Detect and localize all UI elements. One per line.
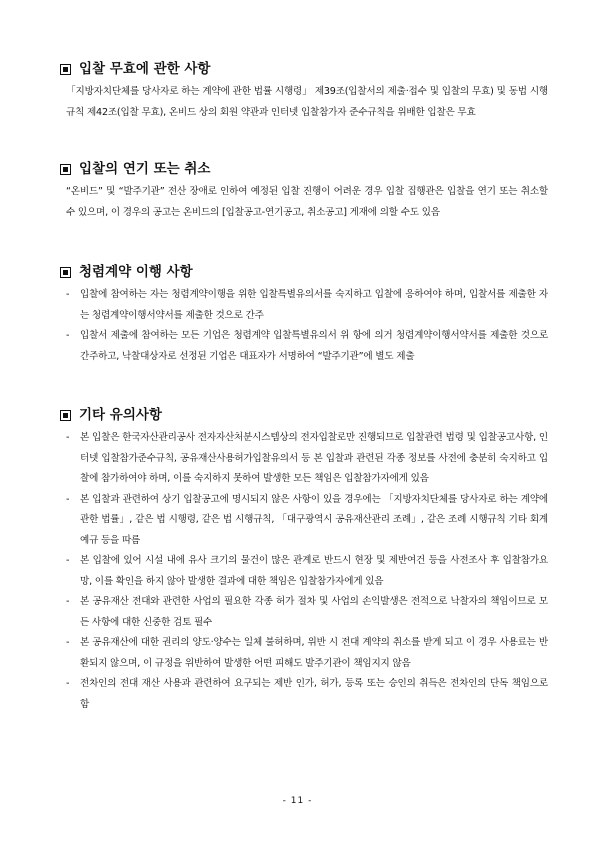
page-number: - 11 - xyxy=(282,796,313,806)
list-item xyxy=(58,326,548,367)
section-other-notes xyxy=(58,404,548,715)
section-postpone-cancel xyxy=(58,158,548,223)
section-title: 입찰 무효에 관한 사항 xyxy=(79,61,211,77)
dash-marker: - xyxy=(66,678,70,689)
section-heading xyxy=(58,58,548,80)
dash-marker: - xyxy=(66,330,70,341)
dash-marker: - xyxy=(66,493,70,505)
square-bullet-icon xyxy=(60,410,71,421)
section-heading xyxy=(58,404,548,426)
section-integrity-contract xyxy=(58,261,548,367)
list-item-text: 본 공유재산에 대한 권리의 양도·양수는 일체 불허하며, 위반 시 전대 계약의 취소를 받게 되고 이 경우 사용료는 반환되지 않으며, 이 규정을 위반하여 발생한 어떤 피해도 발주기관이 책임지지 않음 xyxy=(80,637,548,669)
list-item-text: 본 공유재산 전대와 관련한 사업의 필요한 각종 허가 절차 및 사업의 손익발생은 전적으로 낙찰자의 책임이므로 모든 사항에 대한 신중한 검토 필수 xyxy=(80,596,548,628)
dash-marker: - xyxy=(66,637,70,648)
list-item-text: 입찰에 참여하는 자는 청렴계약이행을 위한 입찰특별유의서를 숙지하고 입찰에 응하여야 하며, 입찰서를 제출한 자는 청렴계약이행서약서를 제출한 것으로 간주 xyxy=(80,289,548,321)
dash-marker: - xyxy=(66,596,70,607)
dash-marker: - xyxy=(66,432,70,443)
list-item xyxy=(58,592,548,633)
section-heading xyxy=(58,261,548,283)
section-paragraph: 「지방자치단체를 당사자로 하는 계약에 관한 법률 시행령」 제39조(입찰서의 제출·접수 및 입찰의 무효) 및 동법 시행규칙 제42조(입찰 무효), 온비드 상의 회원 약관과 인터넷 입찰참가자 준수규칙을 위배한 입찰은 무효 xyxy=(66,86,548,118)
list-item-text: 입찰서 제출에 참여하는 모든 기업은 청렴계약 입찰특별유의서 위 항에 의거 청렴계약이행서약서를 제출한 것으로 간주하고, 낙찰대상자로 선정된 기업은 대표자가 서명하여 “발주기관”에 별도 제출 xyxy=(80,330,548,362)
section-paragraph: “온비드” 및 “발주기관” 전산 장애로 인하여 예정된 입찰 진행이 어려운 경우 입찰 집행관은 입찰을 연기 또는 취소할 수 있으며, 이 경우의 공고는 온비드의 [입찰공고-연기공고, 취소공고] 게재에 의할 수도 있음 xyxy=(66,186,548,218)
list-item xyxy=(58,551,548,592)
list-item-text: 전차인의 전대 재산 사용과 관련하여 요구되는 제반 인가, 허가, 등록 또는 승인의 취득은 전차인의 단독 책임으로 함 xyxy=(80,678,548,710)
section-invalid-bid xyxy=(58,58,548,123)
section-title: 입찰의 연기 또는 취소 xyxy=(79,161,211,177)
list-item-text: 본 입찰과 관련하여 상기 입찰공고에 명시되지 않은 사항이 있을 경우에는 「지방자치단체를 당사자로 하는 계약에 관한 법률」, 같은 법 시행령, 같은 법 시행규칙, 「대구광역시 공유재산관리 조례」, 같은 조례 시행규칙 기타 회계 예규 등을 따름 xyxy=(80,493,548,546)
list-item-text: 본 입찰은 한국자산관리공사 전자자산처분시스템상의 전자입찰로만 진행되므로 입찰관련 법령 및 입찰공고사항, 인터넷 입찰참가준수규칙, 공유재산사용허가입찰유의서 등 본 입찰과 관련된 각종 정보를 사전에 충분히 숙지하고 입찰에 참가하여야 하며, 이를 숙지하지 못하여 발생한 모든 책임은 입찰참가자에게 있음 xyxy=(80,432,548,484)
square-bullet-icon xyxy=(60,64,71,75)
square-bullet-icon xyxy=(60,267,71,278)
list-item xyxy=(58,674,548,715)
list-item xyxy=(58,490,548,552)
section-title: 기타 유의사항 xyxy=(79,407,162,423)
list-item xyxy=(58,428,548,490)
list-item xyxy=(58,285,548,326)
dash-marker: - xyxy=(66,555,70,566)
section-title: 청렴계약 이행 사항 xyxy=(79,264,193,280)
list-item xyxy=(58,633,548,674)
bullet-list xyxy=(58,428,548,715)
dash-marker: - xyxy=(66,289,70,300)
list-item-text: 본 입찰에 있어 시설 내에 유사 크기의 물건이 많은 관계로 반드시 현장 및 제반여건 등을 사전조사 후 입찰참가요망, 이를 확인을 하지 않아 발생한 결과에 대한 책임은 입찰참가자에게 있음 xyxy=(80,555,548,587)
square-bullet-icon xyxy=(60,164,71,175)
section-heading xyxy=(58,158,548,180)
bullet-list xyxy=(58,285,548,367)
